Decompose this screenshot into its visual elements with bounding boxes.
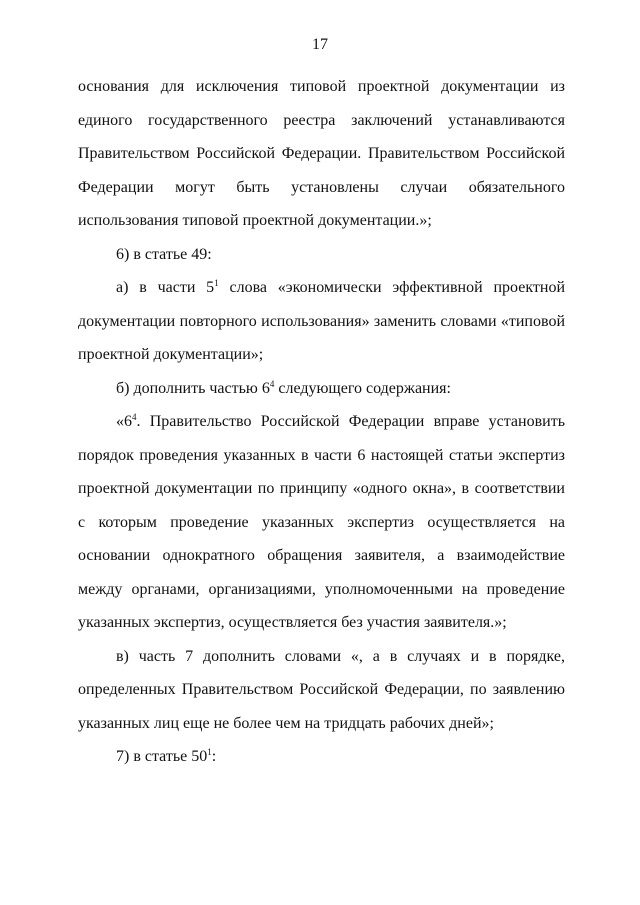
paragraph-item-6a bbox=[78, 271, 565, 372]
paragraph-text: слова «экономически эффективной проектной документации повторного использования» заменить словами «типовой проектной документации»; bbox=[78, 279, 566, 363]
paragraph-item-6v: в) часть 7 дополнить словами «, а в случаях и в порядке, определенных Правительством Российской Федерации, по заявлению указанных лиц еще не более чем на тридцать рабочих дней»; bbox=[78, 647, 565, 732]
superscript: 1 bbox=[207, 747, 212, 757]
page-number: 17 bbox=[312, 36, 328, 53]
paragraph-text: «6 bbox=[116, 413, 132, 430]
paragraph-text: б) дополнить частью 6 bbox=[116, 379, 270, 397]
document-body bbox=[78, 70, 565, 774]
superscript: 4 bbox=[132, 412, 137, 422]
paragraph-text: следующего содержания: bbox=[274, 379, 451, 397]
paragraph-text: : bbox=[211, 748, 217, 765]
paragraph-continuation: основания для исключения типовой проектной документации из единого государственного реестра заключений устанавливаются Правительством Российской Федерации. Правительством Российской Федерации могут быть установлены случаи обязательного использования типовой проектной документации.»; bbox=[78, 78, 565, 229]
paragraph-item-7 bbox=[78, 740, 565, 774]
paragraph-item-6: 6) в статье 49: bbox=[116, 245, 212, 263]
paragraph-quoted-part-6-4 bbox=[78, 405, 565, 640]
paragraph-text: 7) в статье 50 bbox=[116, 748, 208, 765]
superscript: 1 bbox=[214, 278, 219, 288]
paragraph-text: . Правительство Российской Федерации вправе установить порядок проведения указанных в части 6 настоящей статьи экспертиз проектной документации по принципу «одного окна», в соответствии с которым проведение указанных экспертиз осуществляется на основании однократного обращения заявителя, а взаимодействие между органами, организациями, уполномоченными на проведение указанных экспертиз, осуществляется без участия заявителя.»; bbox=[78, 413, 565, 631]
paragraph-text: а) в части 5 bbox=[116, 279, 215, 296]
superscript: 4 bbox=[269, 378, 275, 389]
paragraph-item-6b bbox=[78, 372, 565, 406]
